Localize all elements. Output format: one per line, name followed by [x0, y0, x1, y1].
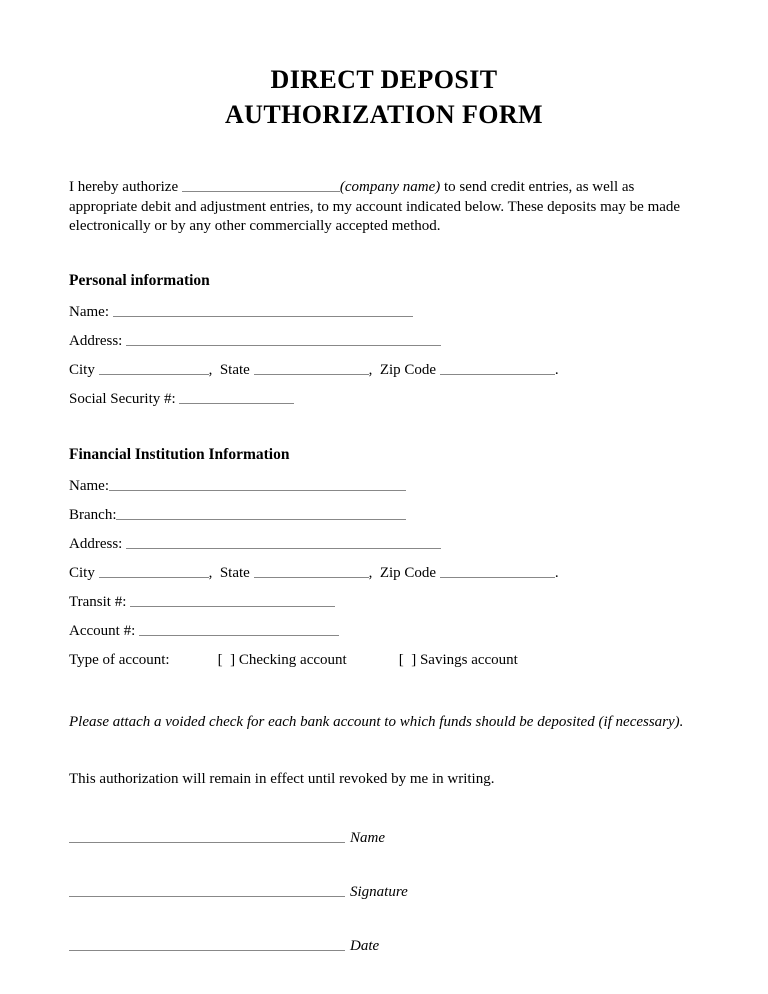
authorization-intro-paragraph: [69, 178, 691, 237]
financial-transit-row: [69, 593, 699, 611]
personal-zip-period: .: [554, 361, 559, 378]
financial-city-label: City: [69, 564, 99, 581]
signature-signature-input[interactable]: [69, 881, 345, 897]
personal-ssn-row: [69, 390, 699, 408]
personal-city-state-zip-row: [69, 361, 699, 379]
financial-institution-heading: Financial Institution Information: [69, 445, 290, 463]
personal-name-input[interactable]: [113, 303, 413, 317]
financial-branch-input[interactable]: [116, 506, 406, 520]
personal-ssn-label: Social Security #:: [69, 390, 180, 407]
financial-transit-label: Transit #:: [69, 593, 131, 610]
financial-state-input[interactable]: [254, 564, 369, 578]
financial-city-input[interactable]: [99, 564, 209, 578]
signature-date-label: Date: [350, 937, 380, 954]
signature-signature-row: [69, 881, 699, 935]
financial-state-label: , State: [208, 564, 254, 581]
title-line-2: AUTHORIZATION FORM: [224, 100, 543, 129]
financial-address-label: Address:: [69, 535, 127, 552]
personal-state-input[interactable]: [254, 361, 369, 375]
financial-account-input[interactable]: [139, 622, 339, 636]
financial-account-label: Account #:: [69, 622, 139, 639]
signature-name-label: Name: [350, 829, 385, 846]
company-name-blank[interactable]: [182, 178, 340, 192]
signature-name-input[interactable]: [69, 827, 345, 843]
financial-name-row: [69, 477, 699, 495]
signature-date-row: [69, 935, 699, 989]
personal-address-input[interactable]: [126, 332, 441, 346]
revocation-notice: This authorization will remain in effect until revoked by me in writing.: [69, 770, 495, 787]
intro-text-after-blank: to send credit entries, as well as appropriate debit and adjustment entries, to my account indicated below. These deposits may be made electronically or by any other commercially accepted method.: [69, 179, 681, 234]
account-type-row: [69, 652, 699, 669]
personal-city-input[interactable]: [99, 361, 209, 375]
financial-city-state-zip-row: [69, 564, 699, 582]
financial-address-input[interactable]: [126, 535, 441, 549]
financial-branch-row: [69, 506, 699, 524]
personal-information-heading: Personal information: [69, 271, 210, 289]
signature-block: [69, 827, 699, 989]
personal-zip-input[interactable]: [440, 361, 555, 375]
signature-name-row: [69, 827, 699, 881]
personal-state-label: , State: [208, 361, 254, 378]
personal-ssn-input[interactable]: [179, 390, 294, 404]
signature-signature-label: Signature: [350, 883, 408, 900]
financial-zip-input[interactable]: [440, 564, 555, 578]
account-type-label: Type of account:: [69, 651, 170, 668]
financial-name-input[interactable]: [109, 477, 406, 491]
financial-zip-label: , Zip Code: [368, 564, 440, 581]
personal-name-label: Name:: [69, 303, 113, 320]
title-line-1: DIRECT DEPOSIT: [270, 65, 498, 94]
savings-account-checkbox[interactable]: [ ] Savings account: [398, 651, 518, 668]
personal-city-label: City: [69, 361, 99, 378]
page-title: [69, 0, 699, 132]
personal-zip-label: , Zip Code: [368, 361, 440, 378]
financial-zip-period: .: [554, 564, 559, 581]
personal-address-label: Address:: [69, 332, 127, 349]
financial-account-row: [69, 622, 699, 640]
financial-transit-input[interactable]: [130, 593, 335, 607]
financial-branch-label: Branch:: [69, 506, 117, 523]
voided-check-notice: Please attach a voided check for each bank account to which funds should be deposited (if necessary).: [69, 713, 684, 730]
financial-address-row: [69, 535, 699, 553]
company-name-note: (company name): [339, 179, 441, 195]
signature-date-input[interactable]: [69, 935, 345, 951]
personal-address-row: [69, 332, 699, 350]
intro-text-before-blank: I hereby authorize: [69, 179, 182, 195]
checking-account-checkbox[interactable]: [ ] Checking account: [217, 651, 347, 668]
financial-name-label: Name:: [69, 477, 109, 494]
personal-name-row: [69, 303, 699, 321]
